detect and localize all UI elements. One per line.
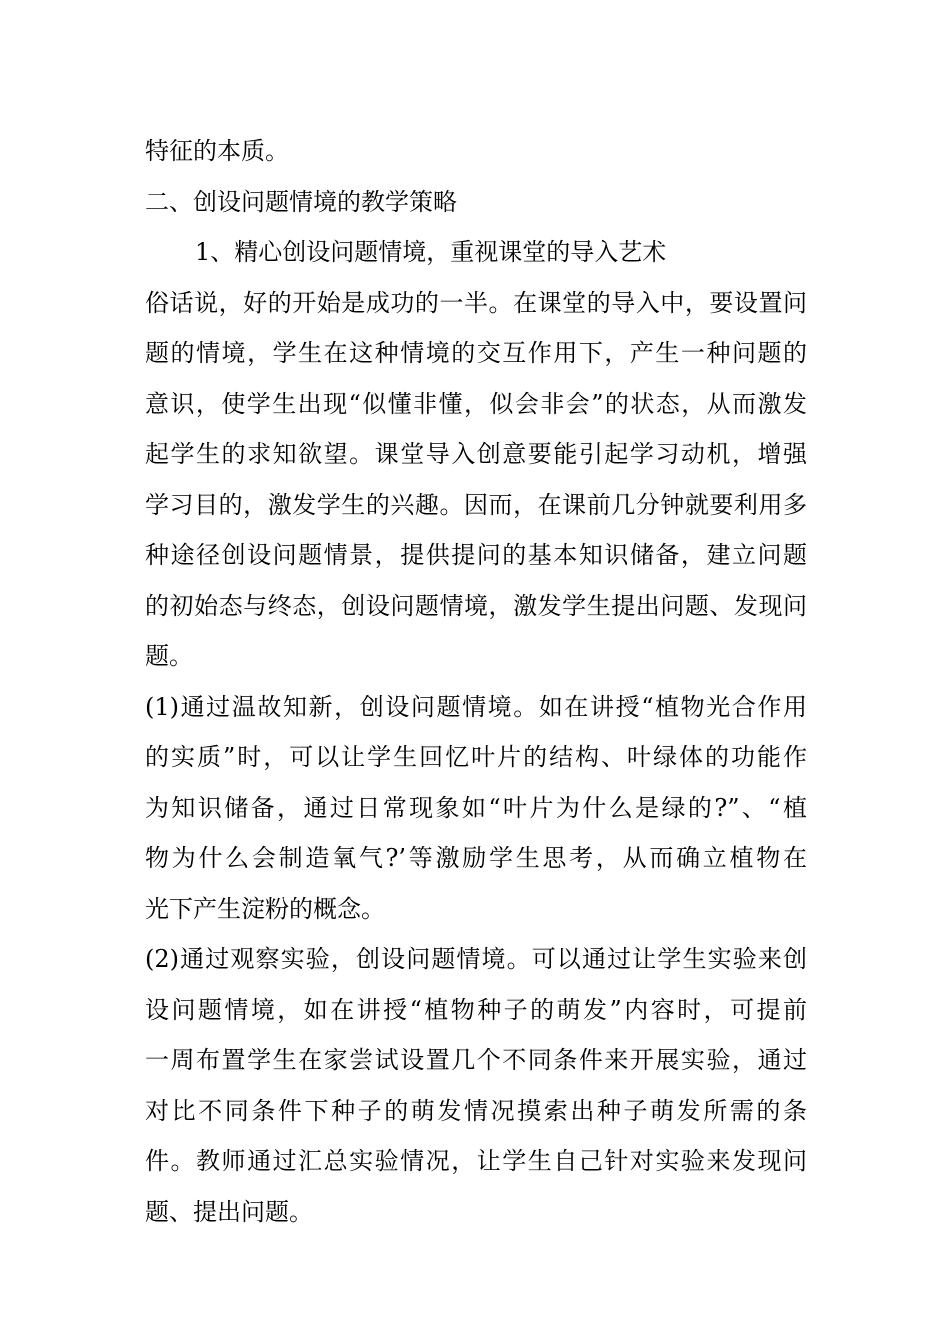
text-line: 种途径创设问题情景，提供提问的基本知识储备，建立问题 bbox=[145, 541, 807, 569]
subsection-heading: 1、精心创设问题情境，重视课堂的导入艺术 bbox=[195, 238, 667, 266]
text-line: 的实质”时，可以让学生回忆叶片的结构、叶绿体的功能作 bbox=[145, 743, 807, 771]
text-line: 设问题情境，如在讲授“植物种子的萌发”内容时，可提前 bbox=[145, 995, 807, 1024]
text-line: 意识，使学生出现“似懂非懂，似会非会”的状态，从而激发 bbox=[145, 389, 807, 418]
text-line: 学习目的，激发学生的兴趣。因而，在课前几分钟就要利用多 bbox=[145, 490, 807, 519]
text-line: 俗话说，好的开始是成功的一半。在课堂的导入中，要设置问 bbox=[145, 288, 807, 317]
text-line: 光下产生淀粉的概念。 bbox=[145, 894, 385, 923]
text-line: 特征的本质。 bbox=[145, 137, 289, 165]
text-line: 题。 bbox=[145, 642, 193, 670]
text-line: 对比不同条件下种子的萌发情况摸索出种子萌发所需的条 bbox=[145, 1096, 807, 1125]
document-page bbox=[145, 126, 807, 1237]
text-line: 题的情境，学生在这种情境的交互作用下，产生一种问题的 bbox=[145, 339, 807, 367]
text-line: (2)通过观察实验，创设问题情境。可以通过让学生实验来创 bbox=[145, 945, 807, 973]
text-line: (1)通过温故知新，创设问题情境。如在讲授“植物光合作用 bbox=[145, 692, 807, 721]
section-heading: 二、创设问题情境的教学策略 bbox=[145, 187, 457, 216]
text-line: 物为什么会制造氧气?’等激励学生思考，从而确立植物在 bbox=[145, 844, 807, 872]
text-line: 件。教师通过汇总实验情况，让学生自己针对实验来发现问 bbox=[145, 1147, 807, 1175]
text-line: 为知识储备，通过日常现象如“叶片为什么是绿的?”、“植 bbox=[145, 793, 807, 822]
text-line: 一周布置学生在家尝试设置几个不同条件来开展实验，通过 bbox=[145, 1046, 807, 1074]
text-line: 起学生的求知欲望。课堂导入创意要能引起学习动机，增强 bbox=[145, 440, 807, 468]
text-line: 题、提出问题。 bbox=[145, 1197, 313, 1226]
text-line: 的初始态与终态，创设问题情境，激发学生提出问题、发现问 bbox=[145, 591, 807, 620]
